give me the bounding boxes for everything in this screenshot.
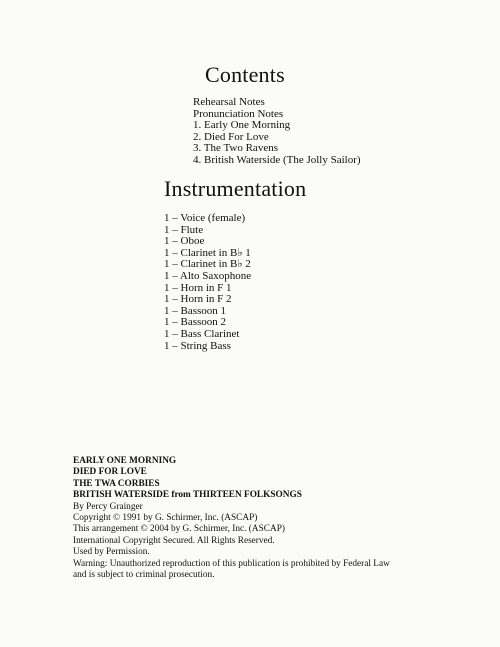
- song-title: BRITISH WATERSIDE from THIRTEEN FOLKSONGS: [73, 490, 302, 501]
- instrument-item: 1 – Horn in F 1: [164, 281, 232, 294]
- instrument-item: 1 – Flute: [164, 223, 204, 236]
- warning-line-continued: and is subject to criminal prosecution.: [73, 570, 215, 581]
- instrument-item: 1 – Voice (female): [164, 212, 246, 224]
- instrumentation-heading: Instrumentation: [164, 176, 307, 201]
- instrument-item: 1 – Bass Clarinet: [164, 327, 240, 340]
- copyright-line: Copyright © 1991 by G. Schirmer, Inc. (ASCAP): [73, 513, 258, 524]
- warning-line: Warning: Unauthorized reproduction of this publication is prohibited by Federal Law: [73, 558, 390, 569]
- arrangement-line: This arrangement © 2004 by G. Schirmer, Inc. (ASCAP): [73, 524, 285, 535]
- song-title: THE TWA CORBIES: [73, 478, 160, 489]
- instrument-item: 1 – Clarinet in B♭ 2: [164, 258, 251, 271]
- instrument-item: 1 – Clarinet in B♭ 1: [164, 246, 251, 259]
- permission-line: Used by Permission.: [73, 547, 150, 558]
- song-title: DIED FOR LOVE: [73, 467, 147, 478]
- contents-item: Pronunciation Notes: [193, 107, 284, 120]
- instrument-item: 1 – Alto Saxophone: [164, 269, 252, 282]
- copyright-block: [73, 456, 493, 581]
- instrumentation-list: [164, 213, 251, 352]
- instrument-item: 1 – Bassoon 1: [164, 304, 227, 317]
- contents-item: Rehearsal Notes: [193, 96, 265, 108]
- instrument-item: 1 – Horn in F 2: [164, 293, 232, 306]
- contents-item: 4. British Waterside (The Jolly Sailor): [193, 153, 361, 166]
- contents-item: 1. Early One Morning: [193, 119, 291, 132]
- contents-list: [193, 97, 361, 167]
- instrument-item: 1 – String Bass: [164, 339, 231, 352]
- contents-item: 3. The Two Ravens: [193, 142, 278, 155]
- composer-line: By Percy Grainger: [73, 501, 143, 512]
- instrument-item: 1 – Bassoon 2: [164, 316, 227, 329]
- rights-line: International Copyright Secured. All Rights Reserved.: [73, 535, 275, 546]
- song-title: EARLY ONE MORNING: [73, 456, 177, 466]
- contents-item: 2. Died For Love: [193, 130, 269, 143]
- contents-heading: Contents: [205, 62, 285, 87]
- instrument-item: 1 – Oboe: [164, 235, 205, 248]
